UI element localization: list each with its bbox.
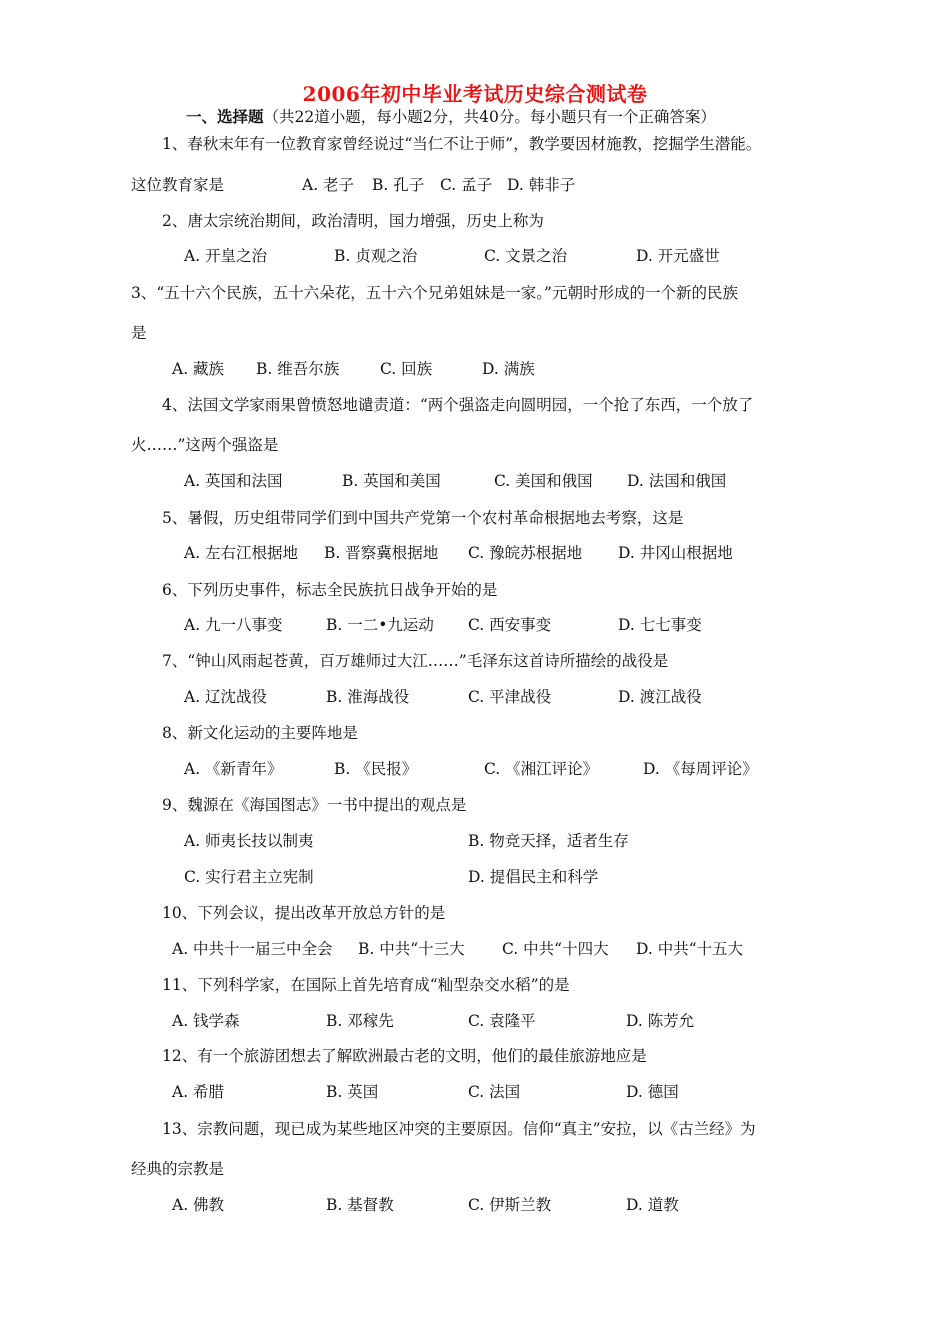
question-2-stem: 2、唐太宗统治期间，政治清明，国力增强，历史上称为 [162, 212, 544, 230]
question-3-option-b: B. 维吾尔族 [256, 360, 340, 378]
question-13-stem: 13、宗教问题，现已成为某些地区冲突的主要原因。信仰“真主”安拉，以《古兰经》为 [162, 1120, 756, 1138]
question-4-option-a: A. 英国和法国 [184, 472, 283, 490]
question-4-option-c: C. 美国和俄国 [494, 472, 593, 490]
question-10-option-d: D. 中共“十五大 [636, 940, 744, 958]
question-12-option-d: D. 德国 [626, 1083, 679, 1101]
question-4-option-b: B. 英国和美国 [342, 472, 441, 490]
question-1-stem-cont: 这位教育家是 [131, 176, 225, 194]
question-5-stem: 5、暑假，历史组带同学们到中国共产党第一个农村革命根据地去考察，这是 [162, 509, 684, 527]
question-6-option-b: B. 一二•九运动 [326, 616, 434, 634]
question-6-option-a: A. 九一八事变 [184, 616, 283, 634]
question-5-option-a: A. 左右江根据地 [184, 544, 299, 562]
question-13-option-d: D. 道教 [626, 1196, 679, 1214]
question-1-option-d: D. 韩非子 [507, 176, 576, 194]
question-4-stem: 4、法国文学家雨果曾愤怒地谴责道：“两个强盗走向圆明园，一个抢了东西，一个放了 [162, 396, 754, 414]
question-3-option-c: C. 回族 [380, 360, 433, 378]
question-12-option-b: B. 英国 [326, 1083, 379, 1101]
question-2-option-d: D. 开元盛世 [636, 247, 720, 265]
question-1-option-c: C. 孟子 [440, 176, 493, 194]
question-2-option-c: C. 文景之治 [484, 247, 568, 265]
question-10-option-a: A. 中共十一届三中全会 [172, 940, 333, 958]
question-7-option-d: D. 渡江战役 [618, 688, 702, 706]
question-8-option-a: A. 《新青年》 [184, 760, 283, 778]
question-8-option-d: D. 《每周评论》 [643, 760, 758, 778]
question-11-option-c: C. 袁隆平 [468, 1012, 536, 1030]
question-5-option-b: B. 晋察冀根据地 [324, 544, 439, 562]
question-7-option-c: C. 平津战役 [468, 688, 552, 706]
question-8-option-b: B. 《民报》 [334, 760, 418, 778]
question-11-option-d: D. 陈芳允 [626, 1012, 695, 1030]
question-5-option-d: D. 井冈山根据地 [618, 544, 733, 562]
question-9-option-c: C. 实行君主立宪制 [184, 868, 314, 886]
question-4-option-d: D. 法国和俄国 [627, 472, 727, 490]
question-2-option-b: B. 贞观之治 [334, 247, 418, 265]
question-1-option-b: B. 孔子 [372, 176, 425, 194]
question-4-stem-cont: 火……”这两个强盗是 [131, 436, 279, 454]
question-13-stem-cont: 经典的宗教是 [131, 1160, 225, 1178]
question-1-option-a: A. 老子 [302, 176, 355, 194]
question-6-option-d: D. 七七事变 [618, 616, 702, 634]
question-12-option-a: A. 希腊 [172, 1083, 225, 1101]
question-5-option-c: C. 豫皖苏根据地 [468, 544, 583, 562]
page-title: 2006年初中毕业考试历史综合测试卷 [302, 82, 648, 106]
question-12-stem: 12、有一个旅游团想去了解欧洲最古老的文明，他们的最佳旅游地应是 [162, 1047, 647, 1065]
question-1-stem: 1、春秋末年有一位教育家曾经说过“当仁不让于师”，教学要因材施教，挖掘学生潜能。 [162, 135, 762, 153]
question-7-option-a: A. 辽沈战役 [184, 688, 268, 706]
question-3-stem-cont: 是 [131, 324, 147, 342]
question-10-option-c: C. 中共“十四大 [502, 940, 609, 958]
question-3-option-a: A. 藏族 [172, 360, 225, 378]
question-7-stem: 7、“钟山风雨起苍黄，百万雄师过大江……”毛泽东这首诗所描绘的战役是 [162, 652, 669, 670]
question-11-stem: 11、下列科学家，在国际上首先培育成“籼型杂交水稻”的是 [162, 976, 570, 994]
question-2-option-a: A. 开皇之治 [184, 247, 268, 265]
question-9-option-a: A. 师夷长技以制夷 [184, 832, 314, 850]
question-8-stem: 8、新文化运动的主要阵地是 [162, 724, 358, 742]
question-6-stem: 6、下列历史事件，标志全民族抗日战争开始的是 [162, 581, 498, 599]
question-8-option-c: C. 《湘江评论》 [484, 760, 599, 778]
question-11-option-b: B. 邓稼先 [326, 1012, 394, 1030]
section-note: （共22道小题，每小题2分，共40分。每小题只有一个正确答案） [263, 108, 716, 126]
question-13-option-a: A. 佛教 [172, 1196, 225, 1214]
question-10-stem: 10、下列会议，提出改革开放总方针的是 [162, 904, 446, 922]
question-9-option-b: B. 物竞天择，适者生存 [468, 832, 629, 850]
question-13-option-c: C. 伊斯兰教 [468, 1196, 552, 1214]
question-6-option-c: C. 西安事变 [468, 616, 552, 634]
question-7-option-b: B. 淮海战役 [326, 688, 410, 706]
question-3-option-d: D. 满族 [482, 360, 535, 378]
question-13-option-b: B. 基督教 [326, 1196, 394, 1214]
question-9-option-d: D. 提倡民主和科学 [468, 868, 599, 886]
question-11-option-a: A. 钱学森 [172, 1012, 240, 1030]
question-10-option-b: B. 中共“十三大 [358, 940, 465, 958]
question-9-stem: 9、魏源在《海国图志》一书中提出的观点是 [162, 796, 467, 814]
question-12-option-c: C. 法国 [468, 1083, 521, 1101]
section-heading-line [186, 107, 716, 127]
question-3-stem: 3、“五十六个民族，五十六朵花，五十六个兄弟姐妹是一家。”元朝时形成的一个新的民族 [131, 284, 738, 302]
section-heading: 一、选择题 [186, 107, 264, 126]
